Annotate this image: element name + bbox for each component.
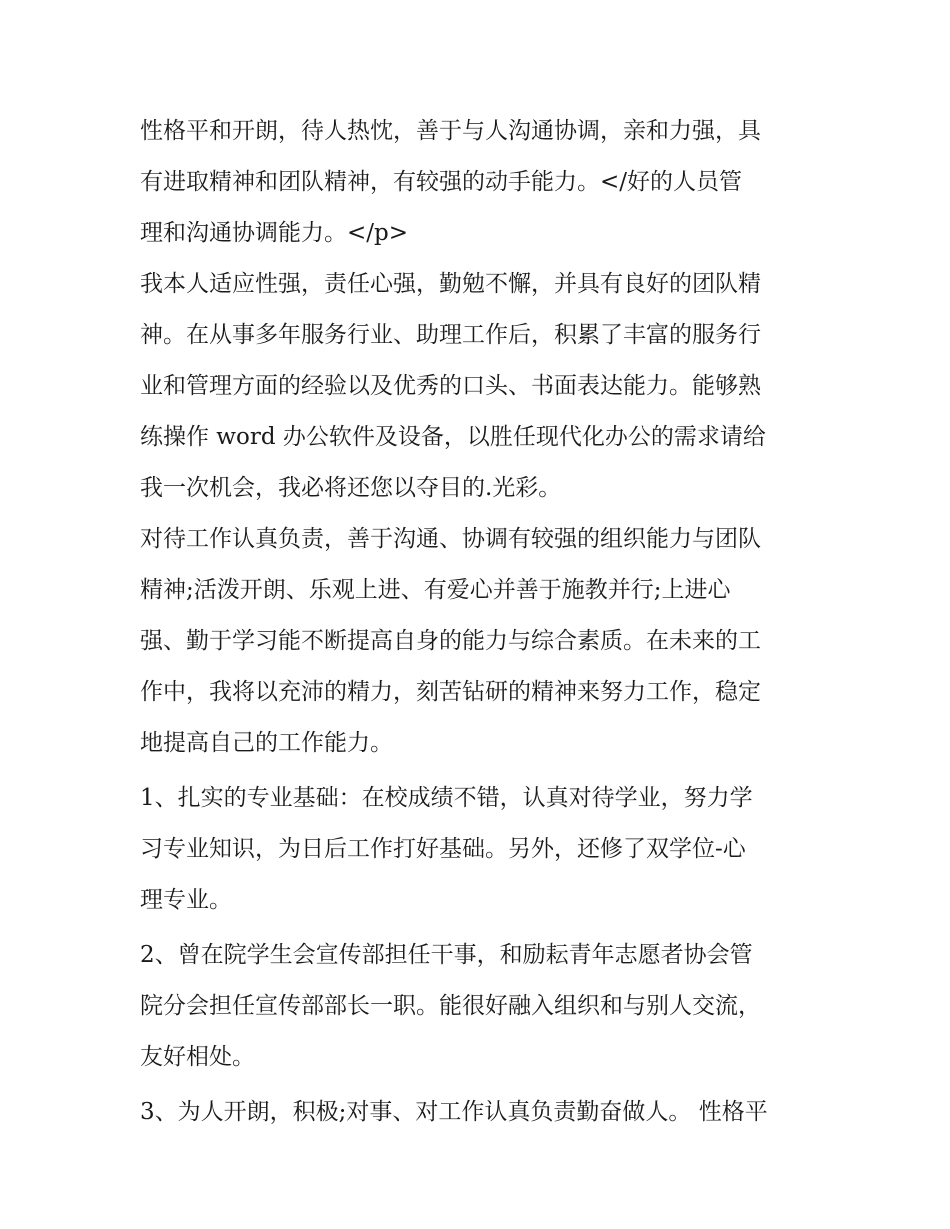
text-line: 精神;活泼开朗、乐观上进、有爱心并善于施教并行;上进心 bbox=[140, 577, 731, 603]
text-line: 2、曾在院学生会宣传部担任干事，和励耘青年志愿者协会管 bbox=[140, 942, 753, 968]
paragraph-work-attitude bbox=[140, 514, 820, 769]
text-line: 我一次机会，我必将还您以夺目的.光彩。 bbox=[140, 475, 562, 501]
text-line: 神。在从事多年服务行业、助理工作后，积累了丰富的服务行 bbox=[140, 322, 761, 348]
text-line: 理和沟通协调能力。</p> bbox=[140, 220, 409, 246]
list-item-3 bbox=[140, 1087, 820, 1138]
text-line: 1、扎实的专业基础：在校成绩不错，认真对待学业，努力学 bbox=[140, 785, 753, 811]
text-line: 理专业。 bbox=[140, 887, 232, 913]
text-line: 有进取精神和团队精神，有较强的动手能力。</好的人员管 bbox=[140, 169, 743, 195]
text-line: 强、勤于学习能不断提高自身的能力与综合素质。在未来的工 bbox=[140, 628, 761, 654]
text-line: 地提高自己的工作能力。 bbox=[140, 730, 393, 756]
text-line: 业和管理方面的经验以及优秀的口头、书面表达能力。能够熟 bbox=[140, 373, 761, 399]
text-line: 3、为人开朗，积极;对事、对工作认真负责勤奋做人。 性格平 bbox=[140, 1099, 768, 1125]
text-line: 练操作 word 办公软件及设备，以胜任现代化办公的需求请给 bbox=[140, 424, 766, 450]
text-line: 习专业知识，为日后工作打好基础。另外，还修了双学位-心 bbox=[140, 836, 746, 862]
text-line: 友好相处。 bbox=[140, 1044, 255, 1070]
list-item-2 bbox=[140, 930, 820, 1083]
text-line: 我本人适应性强，责任心强，勤勉不懈，并具有良好的团队精 bbox=[140, 271, 761, 297]
paragraph-intro bbox=[140, 106, 820, 259]
list-item-1 bbox=[140, 773, 820, 926]
document-body bbox=[140, 106, 820, 1138]
text-line: 院分会担任宣传部部长一职。能很好融入组织和与别人交流， bbox=[140, 993, 761, 1019]
text-line: 作中，我将以充沛的精力，刻苦钻研的精神来努力工作，稳定 bbox=[140, 679, 761, 705]
paragraph-self-description bbox=[140, 259, 820, 514]
text-line: 性格平和开朗，待人热忱，善于与人沟通协调，亲和力强，具 bbox=[140, 118, 761, 144]
text-line: 对待工作认真负责，善于沟通、协调有较强的组织能力与团队 bbox=[140, 526, 761, 552]
